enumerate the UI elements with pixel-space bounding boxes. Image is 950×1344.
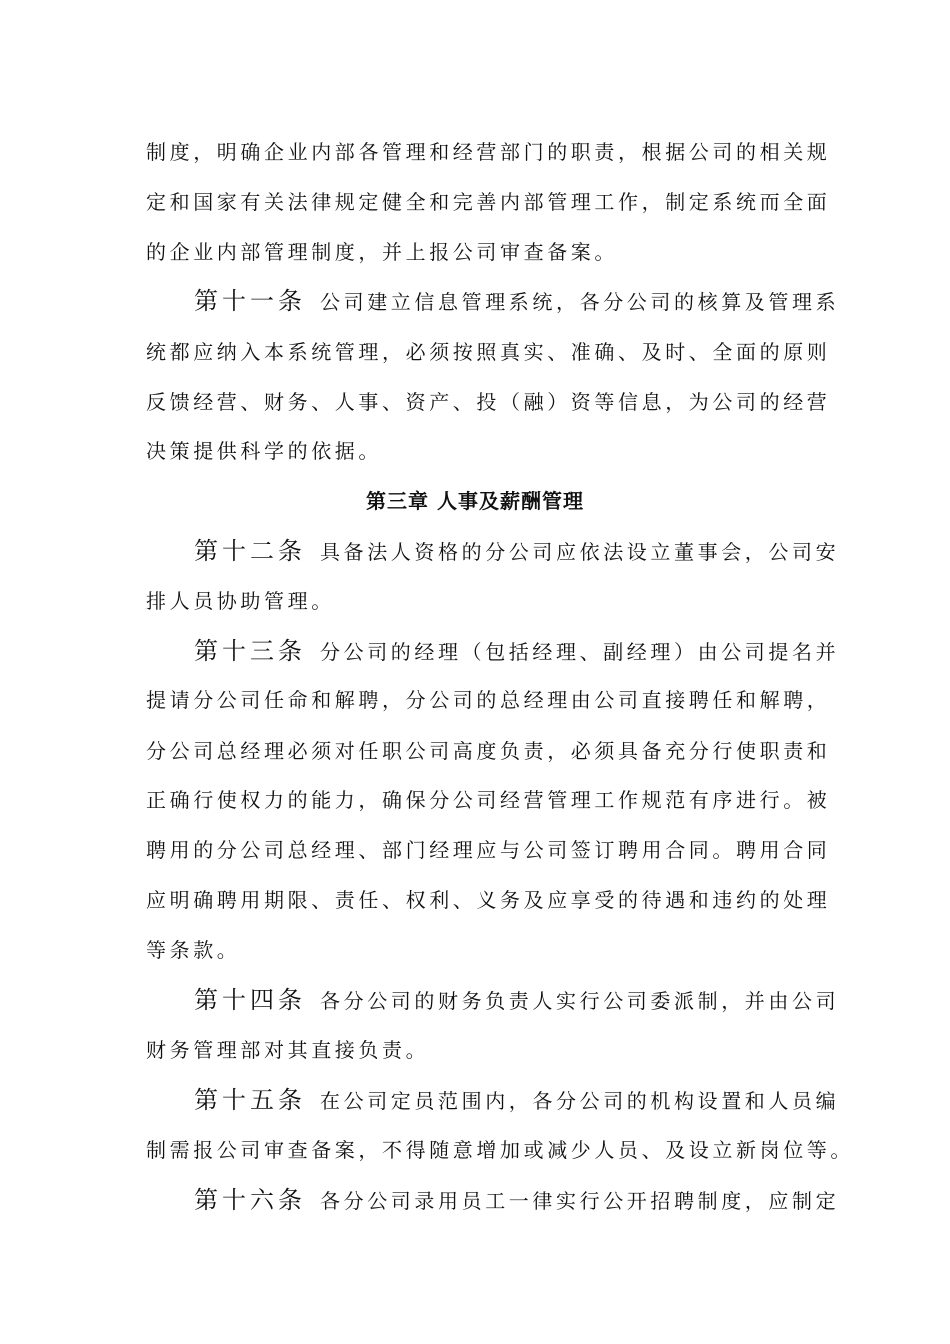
paragraph-line: 的企业内部管理制度，并上报公司审查备案。 [146, 240, 618, 264]
paragraph-line: 财务管理部对其直接负责。 [146, 1038, 430, 1062]
article-16-text: 各分公司录用员工一律实行公开招聘制度，应制定 [320, 1189, 840, 1213]
paragraph-line: 分公司总经理必须对任职公司高度负责，必须具备充分行使职责和 [146, 739, 831, 763]
article-14-text: 各分公司的财务负责人实行公司委派制，并由公司 [320, 989, 840, 1013]
article-12-label: 第十二条 [194, 537, 306, 565]
paragraph-line: 等条款。 [146, 938, 241, 962]
paragraph-line: 制需报公司审查备案，不得随意增加或减少人员、及设立新岗位等。 [146, 1138, 854, 1162]
paragraph-line: 反馈经营、财务、人事、资产、投（融）资等信息，为公司的经营 [146, 390, 831, 414]
paragraph-line: 正确行使权力的能力，确保分公司经营管理工作规范有序进行。被 [146, 788, 831, 812]
article-12-text: 具备法人资格的分公司应依法设立董事会，公司安 [320, 540, 840, 564]
article-16-label: 第十六条 [194, 1186, 306, 1214]
article-14-first-line [194, 986, 840, 1015]
article-11-label: 第十一条 [194, 287, 306, 315]
chapter-heading: 第三章 人事及薪酬管理 [366, 489, 584, 513]
paragraph-line: 提请分公司任命和解聘，分公司的总经理由公司直接聘任和解聘， [146, 688, 831, 712]
article-15-first-line [194, 1086, 840, 1115]
article-16-first-line [194, 1186, 840, 1215]
paragraph-line: 定和国家有关法律规定健全和完善内部管理工作，制定系统而全面 [146, 190, 831, 214]
paragraph-line: 聘用的分公司总经理、部门经理应与公司签订聘用合同。聘用合同 [146, 838, 831, 862]
article-13-text: 分公司的经理（包括经理、副经理）由公司提名并 [320, 640, 840, 664]
article-12-first-line [194, 537, 840, 566]
paragraph-line: 决策提供科学的依据。 [146, 439, 382, 463]
article-15-text: 在公司定员范围内，各分公司的机构设置和人员编 [320, 1089, 840, 1113]
article-15-label: 第十五条 [194, 1086, 306, 1114]
paragraph-line: 制度，明确企业内部各管理和经营部门的职责，根据公司的相关规 [146, 140, 831, 164]
paragraph-line: 统都应纳入本系统管理，必须按照真实、准确、及时、全面的原则 [146, 340, 831, 364]
article-13-first-line [194, 637, 840, 666]
article-11-text: 公司建立信息管理系统，各分公司的核算及管理系 [320, 290, 840, 314]
paragraph-line: 排人员协助管理。 [146, 589, 335, 613]
article-11-first-line [194, 287, 840, 316]
article-14-label: 第十四条 [194, 986, 306, 1014]
article-13-label: 第十三条 [194, 637, 306, 665]
paragraph-line: 应明确聘用期限、责任、权利、义务及应享受的待遇和违约的处理 [146, 888, 831, 912]
